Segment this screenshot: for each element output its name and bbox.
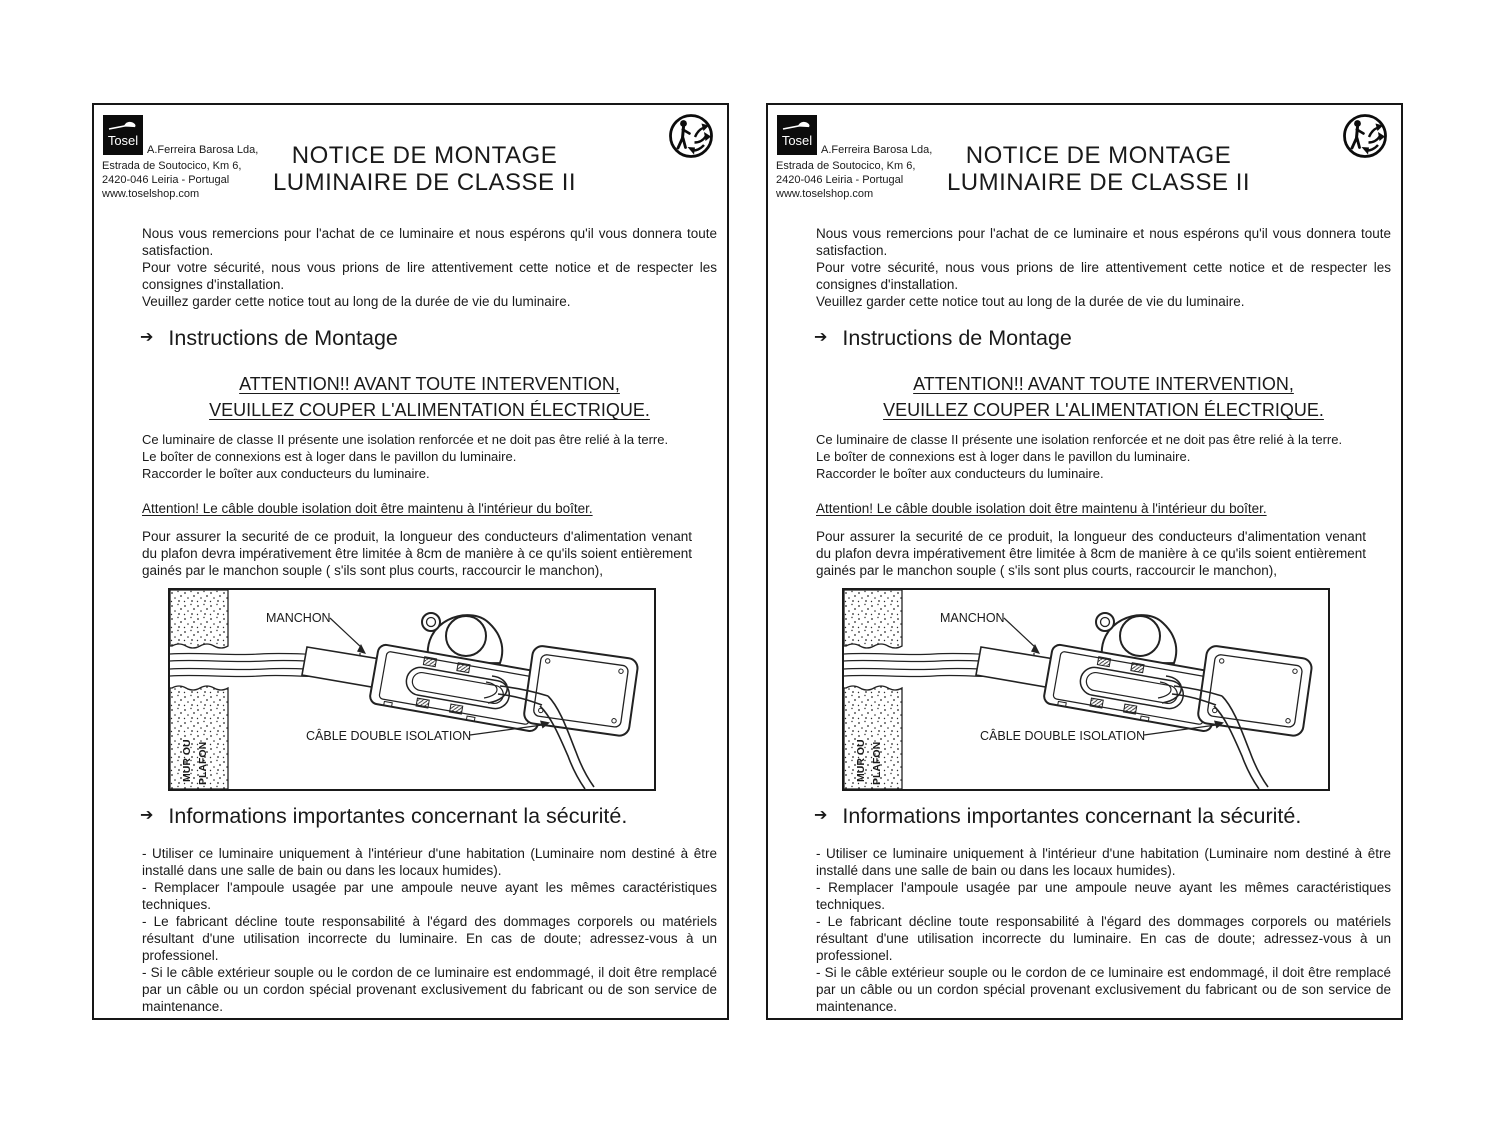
intro-paragraphs: [816, 225, 1391, 310]
company-name: A.Ferreira Barosa Lda,: [821, 144, 933, 156]
intro-p2: Pour votre sécurité, nous vous prions de lire attentivement cette notice et de respecter les consignes d'installation.: [816, 260, 1391, 292]
cable-label: CÂBLE DOUBLE ISOLATION: [980, 729, 1146, 743]
manchon-label: MANCHON: [266, 611, 331, 625]
safety-bullet: - Si le câble extérieur souple ou le cordon de ce luminaire est endommagé, il doit être remplacé par un câble ou un cordon spécial provenant exclusivement du fabricant ou de son service de maintenance.: [142, 965, 717, 1014]
montage-heading-text: Instructions de Montage: [168, 326, 398, 350]
section-heading-montage: [814, 326, 1072, 350]
address-street: Estrada de Soutocico, Km 6,: [102, 160, 242, 172]
attention-note: Attention! Le câble double isolation doit être maintenu à l'intérieur du boîter.: [142, 501, 593, 516]
warning-line-1: ATTENTION!! AVANT TOUTE INTERVENTION,: [913, 374, 1294, 394]
installation-diagram: [842, 588, 1330, 791]
intro-p1: Nous vous remercions pour l'achat de ce luminaire et nous espérons qu'il vous donnera toute satisfaction.: [816, 226, 1391, 258]
warning-line-2: VEUILLEZ COUPER L'ALIMENTATION ÉLECTRIQUE.: [883, 400, 1324, 420]
class2-line-3: Raccorder le boîter aux conducteurs du luminaire.: [816, 466, 1104, 481]
section-heading-securite: [140, 804, 627, 828]
class2-line-1: Ce luminaire de classe II présente une isolation renforcée et ne doit pas être relié à la terre.: [816, 432, 1343, 447]
attention-note: Attention! Le câble double isolation doit être maintenu à l'intérieur du boîter.: [816, 501, 1267, 516]
address-city: 2420-046 Leiria - Portugal: [102, 174, 230, 186]
intro-p1: Nous vous remercions pour l'achat de ce luminaire et nous espérons qu'il vous donnera toute satisfaction.: [142, 226, 717, 258]
wall-label-line-1: MUR OU: [855, 739, 867, 782]
junction-box-cover: [523, 645, 639, 737]
connector-block: [1043, 644, 1221, 733]
page-title: [94, 142, 727, 196]
title-line-2: LUMINAIRE DE CLASSE II: [272, 169, 577, 196]
wall-label-line-1: MUR OU: [181, 739, 193, 782]
class2-paragraph: [142, 431, 732, 482]
warning-block: [816, 371, 1391, 423]
connector-block: [369, 644, 547, 733]
arrow-icon: ➔: [140, 329, 154, 346]
safety-bullet: - Le fabricant décline toute responsabilité à l'égard des dommages corporels ou matériels résultant d'une utilisation incorrecte du luminaire. En cas de doute; adressez-vous à un professionel.: [816, 914, 1391, 963]
class2-line-1: Ce luminaire de classe II présente une isolation renforcée et ne doit pas être relié à la terre.: [142, 432, 669, 447]
securite-heading-text: Informations importantes concernant la sécurité.: [168, 804, 628, 828]
arrow-icon: ➔: [140, 807, 154, 824]
title-line-1: NOTICE DE MONTAGE: [291, 142, 558, 169]
section-heading-montage: [140, 326, 398, 350]
title-line-2: LUMINAIRE DE CLASSE II: [946, 169, 1251, 196]
address-city: 2420-046 Leiria - Portugal: [776, 174, 904, 186]
montage-heading-text: Instructions de Montage: [842, 326, 1072, 350]
title-line-1: NOTICE DE MONTAGE: [965, 142, 1232, 169]
wall-label-line-2: PLAFON: [197, 741, 209, 785]
intro-p3: Veuillez garder cette notice tout au long de la durée de vie du luminaire.: [142, 294, 571, 309]
address-website: www.toselshop.com: [776, 188, 874, 200]
class2-line-2: Le boîter de connexions est à loger dans le pavillon du luminaire.: [816, 449, 1191, 464]
intro-p2: Pour votre sécurité, nous vous prions de lire attentivement cette notice et de respecter les consignes d'installation.: [142, 260, 717, 292]
warning-line-2: VEUILLEZ COUPER L'ALIMENTATION ÉLECTRIQUE.: [209, 400, 650, 420]
class2-paragraph: [816, 431, 1406, 482]
safety-bullet: - Le fabricant décline toute responsabilité à l'égard des dommages corporels ou matériels résultant d'une utilisation incorrecte du luminaire. En cas de doute; adressez-vous à un professionel.: [142, 914, 717, 963]
section-heading-securite: [814, 804, 1301, 828]
safety-bullet: - Remplacer l'ampoule usagée par une ampoule neuve ayant les mêmes caractéristiques techniques.: [816, 880, 1391, 912]
class2-line-3: Raccorder le boîter aux conducteurs du luminaire.: [142, 466, 430, 481]
conductor-length-paragraph: Pour assurer la securité de ce produit, la longueur des conducteurs d'alimentation venant du plafon devra impérativement être limitée à 8cm de manière à ce qu'ils soient entièrement gainés par le manchon souple ( s'ils sont plus courts, raccourcir le manchon),: [142, 529, 692, 578]
company-name: A.Ferreira Barosa Lda,: [147, 144, 259, 156]
securite-heading-text: Informations importantes concernant la sécurité.: [842, 804, 1302, 828]
junction-box-cover: [1197, 645, 1313, 737]
page-duplicate: [766, 103, 1403, 1020]
conductor-length-paragraph: Pour assurer la securité de ce produit, la longueur des conducteurs d'alimentation venant du plafon devra impérativement être limitée à 8cm de manière à ce qu'ils soient entièrement gainés par le manchon souple ( s'ils sont plus courts, raccourcir le manchon),: [816, 529, 1366, 578]
intro-paragraphs: [142, 225, 717, 310]
arrow-icon: ➔: [814, 329, 828, 346]
address-street: Estrada de Soutocico, Km 6,: [776, 160, 916, 172]
warning-block: [142, 371, 717, 423]
safety-bullet: - Si le câble extérieur souple ou le cordon de ce luminaire est endommagé, il doit être remplacé par un câble ou un cordon spécial provenant exclusivement du fabricant ou de son service de maintenance.: [816, 965, 1391, 1014]
cable-label: CÂBLE DOUBLE ISOLATION: [306, 729, 472, 743]
safety-bullet: - Utiliser ce luminaire uniquement à l'intérieur d'une habitation (Luminaire nom destiné à être installé dans une salle de bain ou dans les locaux humides).: [816, 846, 1391, 878]
page-title: [768, 142, 1401, 196]
arrow-icon: ➔: [814, 807, 828, 824]
logo-brand-text: Tosel: [107, 133, 139, 148]
intro-p3: Veuillez garder cette notice tout au long de la durée de vie du luminaire.: [816, 294, 1245, 309]
wall-label-line-2: PLAFON: [871, 741, 883, 785]
safety-bullet: - Remplacer l'ampoule usagée par une ampoule neuve ayant les mêmes caractéristiques techniques.: [142, 880, 717, 912]
address-website: www.toselshop.com: [102, 188, 200, 200]
manchon-label: MANCHON: [940, 611, 1005, 625]
class2-line-2: Le boîter de connexions est à loger dans le pavillon du luminaire.: [142, 449, 517, 464]
page: [92, 103, 729, 1020]
installation-diagram: [168, 588, 656, 791]
triman-recycling-icon: [667, 112, 715, 165]
logo-brand-text: Tosel: [781, 133, 813, 148]
safety-bullet-list: [816, 845, 1391, 1015]
triman-recycling-icon: [1341, 112, 1389, 165]
safety-bullet: - Utiliser ce luminaire uniquement à l'intérieur d'une habitation (Luminaire nom destiné à être installé dans une salle de bain ou dans les locaux humides).: [142, 846, 717, 878]
safety-bullet-list: [142, 845, 717, 1015]
warning-line-1: ATTENTION!! AVANT TOUTE INTERVENTION,: [239, 374, 620, 394]
